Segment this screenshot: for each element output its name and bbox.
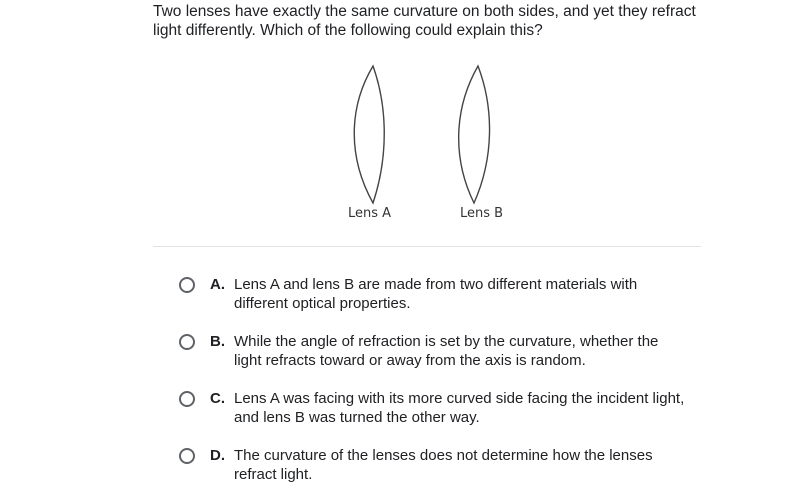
lens-a-label: Lens A <box>348 206 392 221</box>
radio-button[interactable] <box>179 277 195 293</box>
choice-text: Lens A and lens B are made from two different materials with different optical properties. <box>234 276 638 312</box>
radio-button[interactable] <box>179 334 195 350</box>
lens-a-shape <box>354 66 384 203</box>
choice-d[interactable] <box>178 446 698 503</box>
choice-a[interactable] <box>178 275 698 332</box>
choice-letter: B. <box>210 333 225 350</box>
lens-b-shape <box>459 66 490 203</box>
radio-button[interactable] <box>179 391 195 407</box>
lens-figure <box>320 58 540 230</box>
choice-letter: A. <box>210 276 225 293</box>
radio-button[interactable] <box>179 448 195 464</box>
answer-choices <box>178 275 698 503</box>
choice-text: Lens A was facing with its more curved side facing the incident light, and lens B was turned the other way. <box>234 390 685 426</box>
lens-diagram <box>320 58 540 230</box>
choice-b[interactable] <box>178 332 698 389</box>
choice-c[interactable] <box>178 389 698 446</box>
choice-text: While the angle of refraction is set by the curvature, whether the light refracts toward or away from the axis is random. <box>234 333 659 369</box>
divider <box>153 246 701 247</box>
question-text: Two lenses have exactly the same curvature on both sides, and yet they refract light differently. Which of the following could explain this? <box>153 3 696 39</box>
choice-text: The curvature of the lenses does not determine how the lenses refract light. <box>234 447 653 483</box>
choice-letter: D. <box>210 447 225 464</box>
choice-letter: C. <box>210 390 225 407</box>
lens-b-label: Lens B <box>460 206 504 221</box>
